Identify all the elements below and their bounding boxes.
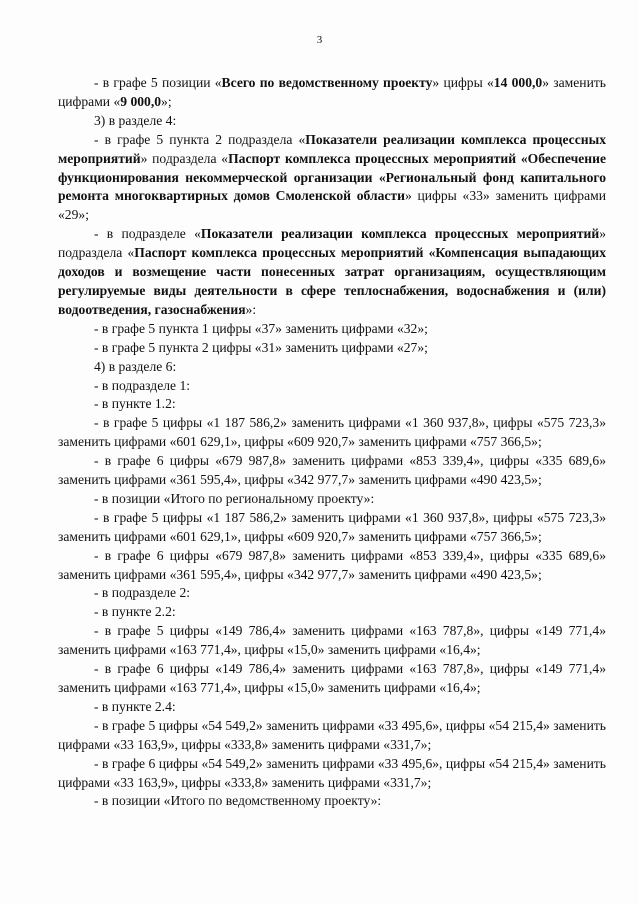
paragraph-20: - в графе 5 цифры «54 549,2» заменить цифрами «33 495,6», цифры «54 215,4» заменить цифрами «33 163,9», цифры «333,8» заменить цифрами «331,7»; [58, 717, 606, 752]
paragraph-6: - в графе 5 пункта 2 цифры «31» заменить цифрами «27»; [94, 339, 428, 355]
paragraph-14: - в графе 6 цифры «679 987,8» заменить цифрами «853 339,4», цифры «335 689,6» заменить цифрами «361 595,4», цифры «342 977,7» заменить цифрами «490 423,5»; [58, 547, 606, 582]
paragraph-12: - в позиции «Итого по региональному проекту»: [94, 490, 375, 506]
paragraph-7: 4) в разделе 6: [94, 358, 177, 374]
paragraph-1: - в графе 5 позиции «Всего по ведомственному проекту» цифры «14 000,0» заменить цифрами «9 000,0»; [58, 75, 606, 109]
paragraph-4: - в подразделе «Показатели реализации комплекса процессных мероприятий» подраздела «Паспорт комплекса процессных мероприятий «Компенсация выпадающих доходов и возмещение части понесенных затрат организациям, осуществляющим регулируемые виды деятельности в сфере теплоснабжения, водоснабжения и (или) водоотведения, газоснабжения»: [58, 226, 607, 317]
page-number: 3 [316, 34, 323, 46]
paragraph-22: - в позиции «Итого по ведомственному проекту»: [94, 793, 382, 809]
paragraph-5: - в графе 5 пункта 1 цифры «37» заменить цифрами «32»; [94, 320, 428, 336]
paragraph-3: - в графе 5 пункта 2 подраздела «Показатели реализации комплекса процессных мероприятий» подраздела «Паспорт комплекса процессных мероприятий «Обеспечение функционирования некоммерческой организации «Региональный фонд капитального ремонта многоквартирных домов Смоленской области» цифры «33» заменить цифрами «29»; [58, 131, 606, 223]
paragraph-15: - в подразделе 2: [94, 585, 191, 601]
paragraph-10: - в графе 5 цифры «1 187 586,2» заменить цифрами «1 360 937,8», цифры «575 723,3» заменить цифрами «601 629,1», цифры «609 920,7» заменить цифрами «757 366,5»; [58, 415, 606, 450]
paragraph-9: - в пункте 1.2: [94, 396, 176, 412]
document-body [58, 74, 606, 811]
paragraph-17: - в графе 5 цифры «149 786,4» заменить цифрами «163 787,8», цифры «149 771,4» заменить цифрами «163 771,4», цифры «15,0» заменить цифрами «16,4»; [58, 623, 606, 658]
paragraph-18: - в графе 6 цифры «149 786,4» заменить цифрами «163 787,8», цифры «149 771,4» заменить цифрами «163 771,4», цифры «15,0» заменить цифрами «16,4»; [58, 661, 606, 695]
paragraph-2: 3) в разделе 4: [94, 112, 177, 128]
paragraph-8: - в подразделе 1: [94, 377, 191, 393]
paragraph-16: - в пункте 2.2: [94, 604, 176, 620]
paragraph-21: - в графе 6 цифры «54 549,2» заменить цифрами «33 495,6», цифры «54 215,4» заменить цифрами «33 163,9», цифры «333,8» заменить цифрами «331,7»; [58, 755, 606, 790]
paragraph-19: - в пункте 2.4: [94, 698, 176, 714]
paragraph-11: - в графе 6 цифры «679 987,8» заменить цифрами «853 339,4», цифры «335 689,6» заменить цифрами «361 595,4», цифры «342 977,7» заменить цифрами «490 423,5»; [58, 453, 606, 488]
paragraph-13: - в графе 5 цифры «1 187 586,2» заменить цифрами «1 360 937,8», цифры «575 723,3» заменить цифрами «601 629,1», цифры «609 920,7» заменить цифрами «757 366,5»; [58, 509, 606, 544]
